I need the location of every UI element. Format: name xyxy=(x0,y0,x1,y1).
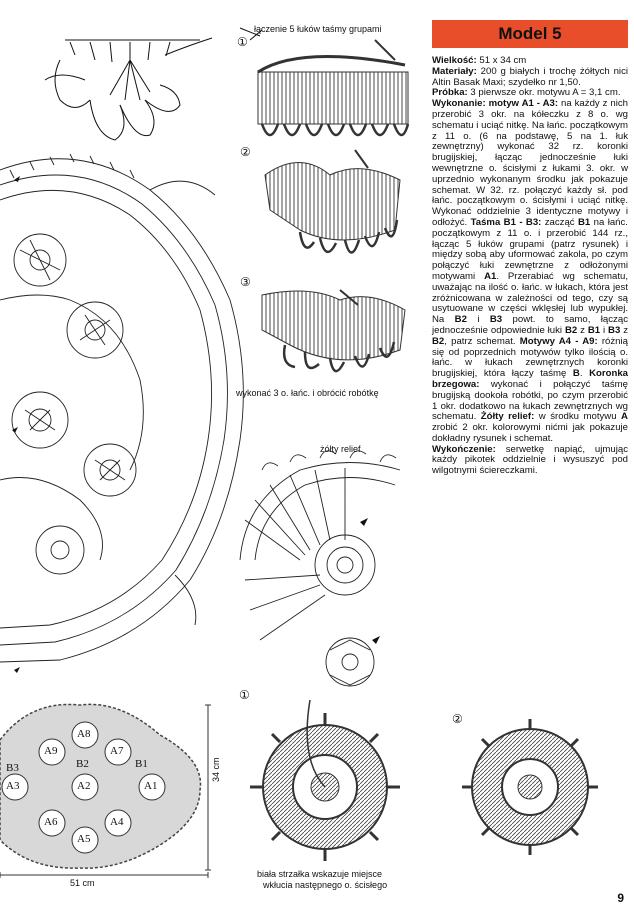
page-number: 9 xyxy=(617,891,624,905)
materials-label: Materiały: xyxy=(432,65,477,77)
step1-tape-drawing xyxy=(258,40,408,135)
finishing-value: serwetkę napiąć, ujmując każdy pikotek oddzielnie i wysuszyć pod wilgotnymi ściereczkami. xyxy=(432,443,628,477)
round-motif-2 xyxy=(462,719,598,855)
caption-yellow-relief: żółty relief xyxy=(320,444,361,454)
relief-text: w środku motywu xyxy=(534,411,622,423)
tape-ref: B3 xyxy=(489,314,503,326)
motifs-label: Motywy A4 - A9: xyxy=(519,335,598,347)
motifs-ref: B xyxy=(572,368,580,380)
border-text: wykonać i połączyć taśmę brugijską dookoła robótki, po czym przerobić 1 okr. dodatkowo na łukach zewnętrznych wg schematu. xyxy=(432,378,628,423)
tape-label: Taśma B1 - B3: xyxy=(470,216,542,228)
layout-label-A2: A2 xyxy=(77,780,91,792)
lace-doily-chart xyxy=(0,154,243,662)
step-number-5: ② xyxy=(452,712,463,726)
tape-text: , patrz schemat. xyxy=(444,335,520,347)
caption-arrow-note-2: wkłucia następnego o. ścisłego xyxy=(263,880,388,890)
execution-value: na każdy z nich przerobić 3 okr. na kółeczku z 8 o. wg schematu i uciąć nitkę. Na łańc. początkowym z 11 o. (6 na podstawę, 5 na 1. łuk zewnętrzny) wykonać 32 rz. koronki brugijskiej, łącząc jednocześnie łuki wewnętrzne o. ścisłymi z łukami 3. okr. w uprzednio wykonanym środku jak pokazuje schemat. W 32. rz. połączyć każdy sł. pod łańc. początkowym o. ścisłymi i uciąć nitkę. Wykonać oddzielnie 3 identyczne motywy i odłożyć. xyxy=(432,98,628,228)
tape-text: i xyxy=(600,324,609,336)
tape-ref: B2 xyxy=(454,314,467,326)
tape-ref: A1 xyxy=(484,270,497,282)
fan-schematic xyxy=(45,38,212,140)
tape-text: powt. to samo, łącząc jednocześnie odpowiednie łuki xyxy=(432,314,628,336)
step2-fan-drawing xyxy=(265,150,400,253)
tape-ref: B3 xyxy=(608,324,621,336)
motifs-text: . xyxy=(579,368,590,380)
layout-label-B3: B3 xyxy=(6,762,19,774)
tape-text: zacząć xyxy=(541,216,578,228)
finishing-label: Wykończenie: xyxy=(432,443,496,455)
step3-fan-drawing xyxy=(262,290,405,371)
layout-plan xyxy=(0,704,211,878)
step-number-3: ③ xyxy=(240,275,251,289)
materials-value: 200 g białych i trochę żółtych nici Altin Basak Maxi; szydełko nr 1,50. xyxy=(432,65,628,88)
relief-ref: A xyxy=(621,411,628,423)
instructions-text xyxy=(432,56,628,477)
layout-height-label: 34 cm xyxy=(211,757,221,782)
tape-text: i xyxy=(466,314,490,326)
tape-text: z xyxy=(620,324,628,336)
tape-ref: B2 xyxy=(432,335,445,347)
layout-label-A8: A8 xyxy=(77,728,91,740)
materials-paragraph xyxy=(432,67,628,89)
caption-top: łączenie 5 łuków taśmy grupami xyxy=(254,24,382,34)
layout-label-A9: A9 xyxy=(44,745,58,757)
tape-ref: B1 xyxy=(587,324,601,336)
layout-width-label: 51 cm xyxy=(70,878,95,888)
round-motif-1 xyxy=(250,700,400,861)
size-label: Wielkość: xyxy=(432,55,477,66)
relief-label: Żółty relief: xyxy=(480,411,535,423)
sample-value: 3 pierwsze okr. motywu A = 3,1 cm. xyxy=(467,87,621,99)
layout-label-A7: A7 xyxy=(110,745,124,757)
tape-text: na łańc. początkowym z 11 o. i przerobić 144 rz., łącząc 5 łuków grupami (patrz rysunek) i między sobą aby uformować zakola, po czym połączyć łuki zewnętrzne z odłożonymi motywami xyxy=(432,216,628,282)
layout-label-A3: A3 xyxy=(6,780,20,792)
tape-text: . Przerabiać wg schematu, uważając na ilość o. łańc. w łukach, która jest zróżnicowana w zależności od tego, czy są usytuowane w części wklęsłej lub wypukłej. Na xyxy=(432,270,629,326)
layout-label-A5: A5 xyxy=(77,833,91,845)
layout-label-B1: B1 xyxy=(135,758,148,770)
caption-step3-note: wykonać 3 o. łańc. i obrócić robótkę xyxy=(236,388,379,398)
sample-label: Próbka: xyxy=(432,87,468,99)
layout-label-B2: B2 xyxy=(76,758,89,770)
execution-paragraph xyxy=(432,99,628,445)
yellow-relief-chart xyxy=(240,451,400,686)
step-number-1: ① xyxy=(237,35,248,49)
tape-text: z xyxy=(577,324,588,336)
layout-label-A1: A1 xyxy=(144,780,158,792)
border-label: Koronka brzegowa: xyxy=(432,368,628,390)
step-number-2: ② xyxy=(240,145,251,159)
tape-ref: B2 xyxy=(564,324,578,336)
size-value: 51 x 34 cm xyxy=(476,55,527,66)
relief-text: zrobić 2 okr. kolorowymi nićmi jak pokazuje dokładny rysunek i schemat. xyxy=(432,422,628,444)
step-number-4: ① xyxy=(239,688,250,702)
tape-ref: B1 xyxy=(578,216,591,228)
motifs-text: różnią się od poprzednich motywów tylko ilością o. łańc. w łukach zewnętrznych koronki brugijskiej, która łączy taśmę xyxy=(432,335,628,380)
execution-label: Wykonanie: motyw A1 - A3: xyxy=(432,98,559,110)
layout-label-A4: A4 xyxy=(110,816,124,828)
layout-label-A6: A6 xyxy=(44,816,58,828)
finishing-paragraph xyxy=(432,445,628,477)
model-title: Model 5 xyxy=(432,20,628,48)
caption-arrow-note-1: biała strzałka wskazuje miejsce xyxy=(257,869,383,879)
